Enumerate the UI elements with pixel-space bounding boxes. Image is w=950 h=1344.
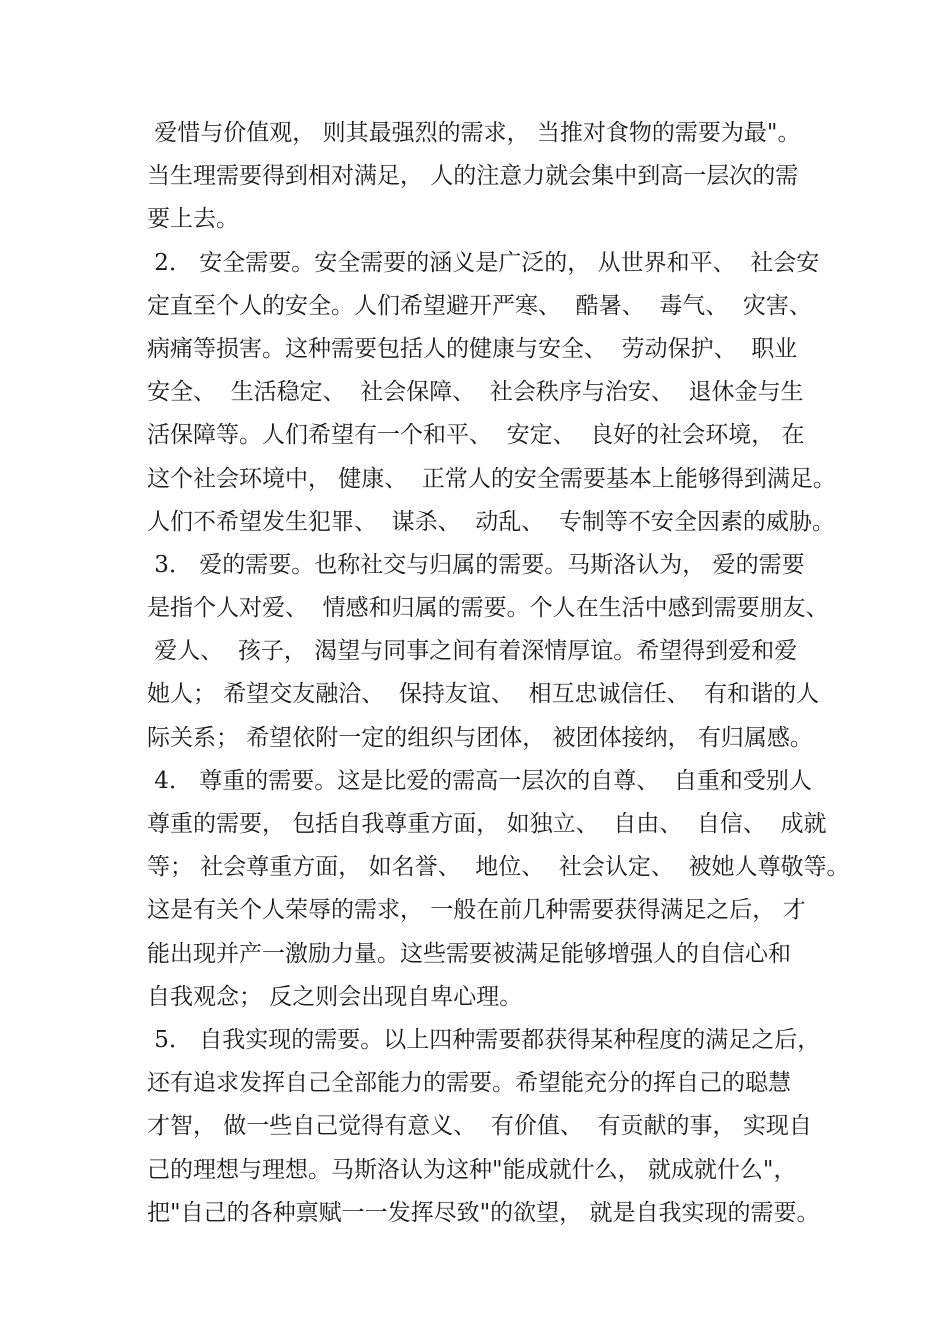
- text-line: 是指个人对爱、 情感和归属的需要。个人在生活中感到需要朋友、: [147, 595, 829, 622]
- text-line: 当生理需要得到相对满足， 人的注意力就会集中到高一层次的需: [147, 163, 799, 190]
- text-line: 3． 爱的需要。也称社交与归属的需要。马斯洛认为， 爱的需要: [147, 551, 805, 578]
- text-line: 要上去。: [147, 206, 239, 233]
- text-line: 病痛等损害。这种需要包括人的健康与安全、 劳动保护、 职业: [147, 335, 798, 362]
- text-line: 5． 自我实现的需要。以上四种需要都获得某种程度的满足之后，: [147, 1026, 821, 1053]
- text-line: 爱惜与价值观， 则其最强烈的需求， 当推对食物的需要为最"。: [147, 120, 801, 146]
- text-line: 安全、 生活稳定、 社会保障、 社会秩序与治安、 退休金与生: [147, 379, 804, 406]
- text-line: 这是有关个人荣辱的需求， 一般在前几种需要获得满足之后， 才: [147, 897, 806, 924]
- text-line: 爱人、 孩子， 渴望与同事之间有着深情厚谊。希望得到爱和爱: [147, 638, 798, 665]
- text-line: 4． 尊重的需要。这是比爱的需高一层次的自尊、 自重和受别人: [147, 767, 812, 794]
- text-line: 把"自己的各种禀赋一一发挥尽致"的欲望， 就是自我实现的需要。: [147, 1199, 820, 1226]
- text-line: 能出现并产一激励力量。这些需要被满足能够增强人的自信心和: [147, 940, 791, 967]
- text-line: 己的理想与理想。马斯洛认为这种"能成就什么， 就成就什么"，: [147, 1156, 797, 1183]
- text-line: 人们不希望发生犯罪、 谋杀、 动乱、 专制等不安全因素的威胁。: [147, 508, 835, 535]
- text-line: 才智， 做一些自己觉得有意义、 有价值、 有贡献的事， 实现自: [147, 1113, 812, 1140]
- text-line: 还有追求发挥自己全部能力的需要。希望能充分的挥自己的聪慧: [147, 1070, 791, 1097]
- body-text: [147, 112, 850, 1235]
- text-line: 定直至个人的安全。人们希望避开严寒、 酷暑、 毒气、 灾害、: [147, 292, 812, 319]
- text-line: 际关系； 希望依附一定的组织与团体， 被团体接纳， 有归属感。: [147, 724, 813, 751]
- text-line: 活保障等。人们希望有一个和平、 安定、 良好的社会环境， 在: [147, 422, 805, 449]
- text-line: 尊重的需要， 包括自我尊重方面， 如独立、 自由、 自信、 成就: [147, 811, 827, 837]
- text-line: 2． 安全需要。安全需要的涵义是广泛的， 从世界和平、 社会安: [147, 249, 820, 276]
- text-line: 她人； 希望交友融洽、 保持友谊、 相互忠诚信任、 有和谐的人: [147, 681, 820, 708]
- text-line: 这个社会环境中， 健康、 正常人的安全需要基本上能够得到满足。: [147, 465, 836, 492]
- text-line: 自我观念； 反之则会出现自卑心理。: [147, 983, 523, 1010]
- text-line: 等； 社会尊重方面， 如名誉、 地位、 社会认定、 被她人尊敬等。: [147, 854, 850, 881]
